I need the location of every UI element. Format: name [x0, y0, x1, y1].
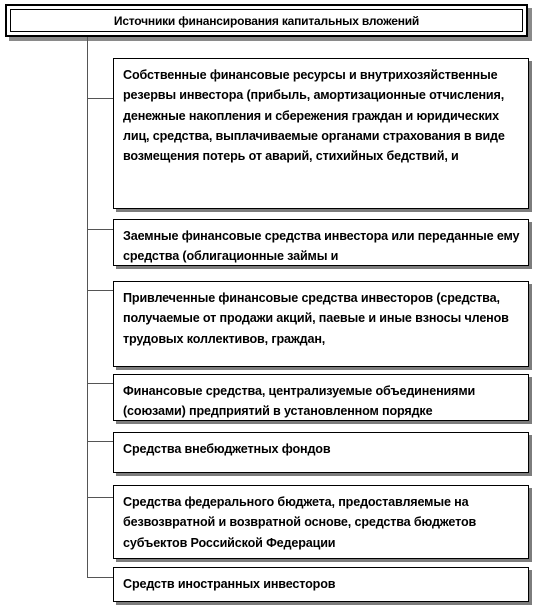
source-box-own-funds [113, 58, 529, 209]
source-box-borrowed-funds [113, 219, 529, 266]
source-label: Собственные финансовые ресурсы и внутрихозяйственные резервы инвестора (прибыль, амортизационные отчисления, денежные накопления и сбережения граждан и юридических лиц, средства, выплачиваемые органами страхования в виде возмещения потерь от аварий, стихийных бедствий, и [123, 68, 505, 164]
source-label: Заемные финансовые средства инвестора или переданные ему средства (облигационные займы и [123, 229, 520, 264]
source-box-federal-budget [113, 485, 529, 559]
connector-line [87, 577, 113, 578]
source-label: Средства внебюджетных фондов [123, 442, 331, 456]
connector-line [87, 98, 113, 99]
source-label: Привлеченные финансовые средства инвесторов (средства, получаемые от продажи акций, паевые и иные взносы членов трудовых коллективов, граждан, [123, 291, 509, 346]
connector-line [87, 229, 113, 230]
source-label: Средств иностранных инвесторов [123, 577, 336, 591]
source-label: Средства федерального бюджета, предоставляемые на безвозвратной и возвратной основе, средства бюджетов субъектов Российской Федерации [123, 495, 477, 550]
connector-line [87, 497, 113, 498]
source-box-attracted-funds [113, 281, 529, 367]
connector-line [87, 290, 113, 291]
connector-line [87, 383, 113, 384]
source-box-centralized-funds [113, 374, 529, 421]
title-box [5, 4, 528, 37]
diagram-title: Источники финансирования капитальных вложений [10, 9, 523, 32]
source-box-foreign-investors [113, 567, 529, 602]
connector-line [87, 441, 113, 442]
source-label: Финансовые средства, централизуемые объединениями (союзами) предприятий в установленном порядке [123, 384, 476, 419]
source-box-extrabudgetary-funds [113, 432, 529, 473]
